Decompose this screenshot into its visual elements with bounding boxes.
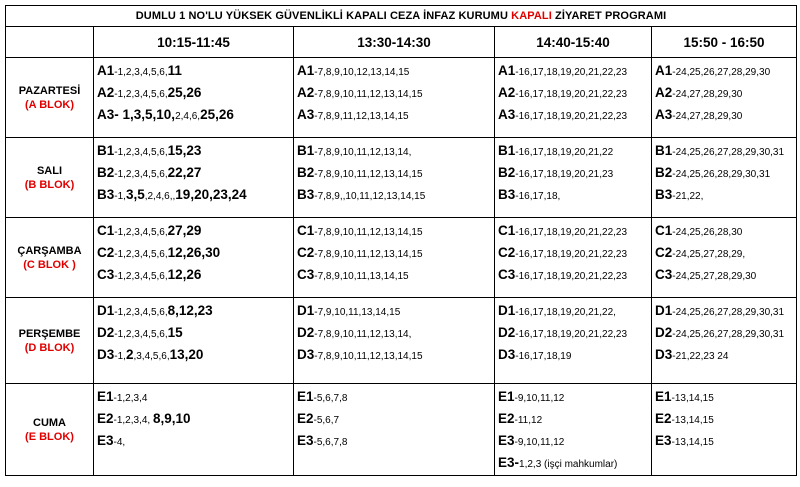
ward-numbers: -7,8,9,10,11,12,13,14,15: [314, 169, 423, 180]
ward-entry: [498, 163, 651, 185]
ward-entry: [498, 185, 651, 207]
slot-cell: [495, 218, 652, 298]
ward-numbers: -1,2,3,4,5,6,: [114, 307, 168, 318]
ward-numbers: -7,9,10,11,13,14,15: [314, 307, 401, 318]
ward-numbers: -5,6,7,8: [313, 437, 348, 448]
day-name: ÇARŞAMBA: [17, 244, 82, 257]
ward-numbers: -11,12: [514, 415, 543, 426]
ward-entry: [97, 345, 293, 367]
ward-entry: [655, 301, 796, 323]
ward-code: A3: [97, 107, 115, 122]
ward-code: C3: [655, 267, 673, 282]
ward-entry: [655, 387, 796, 409]
ward-entry: [498, 301, 651, 323]
ward-code: D2: [498, 325, 516, 340]
ward-numbers: -7,8,9,10,11,12,13,14,: [314, 147, 412, 158]
ward-code: A1: [97, 63, 115, 78]
ward-numbers: -1,2,3,4,5,6,: [114, 67, 168, 78]
ward-entry: [97, 301, 293, 323]
ward-numbers: -7,8,9,10,11,12,13,14,15: [314, 249, 423, 260]
ward-entry: [97, 163, 293, 185]
ward-entry: [655, 61, 796, 83]
time-slot-header: 14:40-15:40: [495, 27, 652, 58]
schedule-body: [6, 58, 797, 476]
ward-code: E3: [498, 433, 515, 448]
ward-numbers: -24,25,26,28,30: [672, 227, 743, 238]
ward-entry: [297, 301, 494, 323]
ward-numbers: -1,2,3,4,5,6,: [114, 89, 168, 100]
title-highlight: KAPALI: [511, 10, 552, 22]
ward-code: B3: [655, 187, 673, 202]
ward-code: E1: [655, 389, 672, 404]
ward-entry: [297, 243, 494, 265]
ward-code: C2: [97, 245, 115, 260]
ward-code: C1: [498, 223, 516, 238]
ward-code: A3: [297, 107, 315, 122]
ward-entry: [498, 141, 651, 163]
ward-code: C2: [655, 245, 673, 260]
title-prefix: DUMLU 1 NO'LU YÜKSEK GÜVENLİKLİ KAPALI CEZA İNFAZ KURUMU: [135, 10, 508, 22]
ward-entry: [297, 221, 494, 243]
ward-entry: [297, 105, 494, 127]
ward-numbers: -1,2,3,4,5,6,: [114, 249, 168, 260]
ward-code: B1: [498, 143, 516, 158]
slot-cell: [652, 384, 797, 476]
ward-entry: [655, 185, 796, 207]
ward-code: E3: [655, 433, 672, 448]
day-name: PAZARTESİ: [18, 84, 81, 97]
ward-numbers: -4,: [113, 437, 126, 448]
ward-numbers: -9,10,11,12: [514, 393, 565, 404]
day-name: CUMA: [33, 416, 66, 429]
ward-numbers: -5,6,7,8: [313, 393, 348, 404]
ward-entry: [498, 243, 651, 265]
time-slot-header: 13:30-14:30: [294, 27, 495, 58]
ward-code: C2: [297, 245, 315, 260]
slot-cell: [94, 298, 294, 384]
ward-entry: [655, 105, 796, 127]
ward-numbers: -13,14,15: [671, 415, 714, 426]
ward-code: A2: [97, 85, 115, 100]
ward-code: A3: [655, 107, 673, 122]
ward-entry: [655, 323, 796, 345]
ward-entry: [297, 163, 494, 185]
ward-entry: [297, 345, 494, 367]
ward-entry: [297, 83, 494, 105]
ward-numbers: -24,25,26,27,28,29,30,31: [672, 329, 785, 340]
slot-cell: [652, 298, 797, 384]
ward-numbers: -16,17,18,19,20,21,22,: [515, 307, 616, 318]
ward-entry: [655, 163, 796, 185]
ward-numbers: -7,8,9,10,11,13,14,15: [314, 271, 409, 282]
day-cell: [6, 58, 94, 138]
time-slot-header: 10:15-11:45: [94, 27, 294, 58]
ward-code: B3: [297, 187, 315, 202]
ward-code: A2: [297, 85, 315, 100]
ward-numbers: -16,17,18,19,20,21,22,23: [515, 329, 628, 340]
day-cell: [6, 298, 94, 384]
ward-numbers: -1,2,3,4: [113, 393, 148, 404]
highlighted-numbers: 25,26: [167, 85, 202, 100]
ward-code: A1: [655, 63, 673, 78]
slot-cell: [495, 58, 652, 138]
highlighted-numbers: 15: [167, 325, 183, 340]
schedule-row: [6, 384, 797, 476]
ward-numbers: -1,2,3,4,5,6,: [114, 227, 168, 238]
highlighted-numbers: 12,26,30: [167, 245, 221, 260]
ward-entry: [655, 409, 796, 431]
ward-numbers: -24,27,28,29,30: [672, 89, 743, 100]
ward-numbers: -16,17,18,19,20,21,22,23: [515, 67, 628, 78]
highlighted-numbers: 11: [167, 63, 182, 78]
ward-code: E2: [655, 411, 672, 426]
ward-code: B3: [498, 187, 516, 202]
ward-entry: [297, 141, 494, 163]
ward-entry: [498, 431, 651, 453]
slot-cell: [94, 58, 294, 138]
ward-numbers: -7,8,9,10,11,12,13,14,: [314, 329, 412, 340]
ward-entry: [97, 431, 293, 453]
ward-code: D2: [655, 325, 673, 340]
ward-numbers: -24,25,27,28,29,: [672, 249, 746, 260]
ward-entry: [498, 345, 651, 367]
ward-numbers: -24,25,27,28,29,30: [672, 271, 757, 282]
ward-numbers: -16,17,18,19,20,21,22,23: [515, 89, 628, 100]
slot-cell: [652, 138, 797, 218]
ward-entry: [498, 453, 651, 475]
slot-cell: [94, 138, 294, 218]
ward-entry: [97, 83, 293, 105]
ward-numbers: -21,22,: [672, 191, 704, 202]
ward-code: A1: [498, 63, 516, 78]
ward-numbers: -16,17,18,19,20,21,22: [515, 147, 614, 158]
ward-numbers: -24,25,26,27,28,29,30,31: [672, 147, 785, 158]
ward-code: E2: [97, 411, 114, 426]
highlighted-numbers: - 1,3,5,10,: [114, 107, 176, 122]
ward-numbers: -1,2,3,4,5,6,: [114, 147, 168, 158]
block-name: (B BLOK): [24, 178, 75, 191]
ward-numbers: -16,17,18,19,20,21,22,23: [515, 111, 628, 122]
ward-numbers: ,3,4,5,6,: [133, 351, 170, 362]
ward-code: B1: [97, 143, 115, 158]
ward-entry: [297, 61, 494, 83]
ward-entry: [97, 61, 293, 83]
ward-code: C1: [655, 223, 673, 238]
ward-numbers: -13,14,15: [671, 393, 714, 404]
ward-numbers: -1,: [114, 191, 126, 202]
ward-numbers: -1,2,3,4,5,6,: [114, 169, 168, 180]
time-slot-header: 15:50 - 16:50: [652, 27, 797, 58]
ward-numbers: -16,17,18,19,20,21,22,23: [515, 249, 628, 260]
block-name: (A BLOK): [24, 98, 75, 111]
ward-entry: [498, 409, 651, 431]
ward-numbers: -5,6,7: [313, 415, 340, 426]
ward-code: E1: [97, 389, 114, 404]
slot-cell: [294, 58, 495, 138]
visit-schedule-table: [5, 5, 797, 476]
ward-numbers: -16,17,18,19,20,21,23: [515, 169, 614, 180]
ward-code: D3: [97, 347, 115, 362]
highlighted-numbers: 2: [125, 347, 134, 362]
ward-numbers: -16,17,18,19,20,21,22,23: [515, 271, 628, 282]
ward-code: A3: [498, 107, 516, 122]
slot-cell: [495, 298, 652, 384]
ward-numbers: -7,8,9,10,11,12,13,14,15: [314, 227, 423, 238]
ward-code: D3: [498, 347, 516, 362]
ward-code: E2: [297, 411, 314, 426]
ward-code: B2: [498, 165, 516, 180]
ward-code: B1: [655, 143, 673, 158]
ward-code: A1: [297, 63, 315, 78]
schedule-row: [6, 138, 797, 218]
ward-numbers: -24,27,28,29,30: [672, 111, 743, 122]
ward-numbers: 1,2,3 (işçi mahkumlar): [519, 459, 618, 470]
ward-entry: [97, 323, 293, 345]
day-cell: [6, 138, 94, 218]
slot-cell: [94, 384, 294, 476]
ward-entry: [498, 265, 651, 287]
ward-code: B3: [97, 187, 115, 202]
ward-entry: [297, 409, 494, 431]
slot-cell: [294, 298, 495, 384]
ward-code: E3-: [498, 455, 520, 470]
ward-entry: [97, 141, 293, 163]
ward-numbers: -7,8,9,11,12,13,14,15: [314, 111, 409, 122]
ward-entry: [297, 185, 494, 207]
day-name: PERŞEMBE: [18, 327, 81, 340]
slot-cell: [652, 58, 797, 138]
slot-cell: [495, 138, 652, 218]
ward-numbers: -1,: [114, 351, 126, 362]
ward-code: C2: [498, 245, 516, 260]
ward-code: D1: [297, 303, 315, 318]
ward-code: D3: [655, 347, 673, 362]
ward-code: B2: [655, 165, 673, 180]
schedule-title: [6, 6, 797, 27]
slot-cell: [495, 384, 652, 476]
slot-cell: [294, 218, 495, 298]
highlighted-numbers: 8,9,10: [152, 411, 191, 426]
ward-numbers: -21,22,23 24: [672, 351, 729, 362]
slot-cell: [294, 384, 495, 476]
ward-code: C3: [498, 267, 516, 282]
ward-entry: [655, 265, 796, 287]
slot-cell: [652, 218, 797, 298]
ward-code: D1: [97, 303, 115, 318]
ward-numbers: -24,25,26,28,29,30,31: [672, 169, 771, 180]
ward-numbers: -1,2,3,4,5,6,: [114, 329, 168, 340]
ward-code: C3: [297, 267, 315, 282]
ward-code: B1: [297, 143, 315, 158]
schedule-row: [6, 218, 797, 298]
ward-numbers: -7,8,9,,10,11,12,13,14,15: [314, 191, 426, 202]
highlighted-numbers: 19,20,23,24: [175, 187, 247, 202]
ward-entry: [297, 323, 494, 345]
ward-entry: [297, 265, 494, 287]
ward-numbers: -24,25,26,27,28,29,30: [672, 67, 771, 78]
slot-cell: [294, 138, 495, 218]
ward-numbers: -7,8,9,10,11,12,13,14,15: [314, 89, 423, 100]
ward-entry: [655, 83, 796, 105]
day-cell: [6, 218, 94, 298]
ward-code: D2: [97, 325, 115, 340]
ward-code: D1: [655, 303, 673, 318]
highlighted-numbers: 12,26: [167, 267, 202, 282]
day-name: SALI: [36, 164, 63, 177]
block-name: (C BLOK ): [23, 258, 76, 271]
highlighted-numbers: 27,29: [167, 223, 202, 238]
ward-code: A2: [498, 85, 516, 100]
slot-cell: [94, 218, 294, 298]
ward-code: D2: [297, 325, 315, 340]
ward-entry: [655, 141, 796, 163]
ward-entry: [297, 431, 494, 453]
ward-entry: [498, 105, 651, 127]
block-name: (E BLOK): [25, 430, 74, 443]
ward-code: C1: [297, 223, 315, 238]
ward-entry: [498, 221, 651, 243]
ward-entry: [498, 323, 651, 345]
highlighted-numbers: 15,23: [167, 143, 202, 158]
ward-numbers: -16,17,18,19,20,21,22,23: [515, 227, 628, 238]
ward-entry: [655, 431, 796, 453]
ward-numbers: ,2,4,6,,: [144, 191, 176, 202]
ward-entry: [97, 409, 293, 431]
title-suffix: ZİYARET PROGRAMI: [555, 10, 667, 22]
day-cell: [6, 384, 94, 476]
ward-code: B2: [97, 165, 115, 180]
ward-entry: [97, 243, 293, 265]
ward-code: E2: [498, 411, 515, 426]
ward-code: A2: [655, 85, 673, 100]
ward-numbers: -1,2,3,4,5,6,: [114, 271, 168, 282]
ward-numbers: -24,25,26,27,28,29,30,31: [672, 307, 785, 318]
ward-entry: [97, 185, 293, 207]
highlighted-numbers: 13,20: [169, 347, 204, 362]
ward-code: E1: [297, 389, 314, 404]
ward-entry: [498, 83, 651, 105]
ward-entry: [97, 387, 293, 409]
highlighted-numbers: 25,26: [200, 107, 234, 122]
ward-entry: [97, 105, 293, 127]
ward-numbers: -1,2,3,4,: [113, 415, 153, 426]
ward-code: B2: [297, 165, 315, 180]
ward-code: D1: [498, 303, 516, 318]
corner-cell: [6, 27, 94, 58]
ward-entry: [297, 387, 494, 409]
ward-code: D3: [297, 347, 315, 362]
ward-entry: [498, 61, 651, 83]
schedule-row: [6, 298, 797, 384]
ward-entry: [655, 345, 796, 367]
ward-code: E1: [498, 389, 515, 404]
ward-entry: [97, 221, 293, 243]
ward-numbers: -13,14,15: [671, 437, 714, 448]
highlighted-numbers: 8,12,23: [167, 303, 213, 318]
ward-numbers: -16,17,18,19: [515, 351, 572, 362]
ward-code: E3: [297, 433, 314, 448]
ward-code: C3: [97, 267, 115, 282]
ward-numbers: -7,8,9,10,11,12,13,14,15: [314, 351, 423, 362]
schedule-row: [6, 58, 797, 138]
ward-entry: [655, 243, 796, 265]
highlighted-numbers: 3,5: [125, 187, 145, 202]
ward-entry: [498, 387, 651, 409]
ward-numbers: -7,8,9,10,12,13,14,15: [314, 67, 410, 78]
ward-numbers: -16,17,18,: [515, 191, 561, 202]
ward-code: E3: [97, 433, 114, 448]
ward-numbers: -9,10,11,12: [514, 437, 565, 448]
ward-entry: [97, 265, 293, 287]
highlighted-numbers: 22,27: [167, 165, 202, 180]
ward-numbers: 2,4,6,: [175, 111, 201, 122]
ward-code: C1: [97, 223, 115, 238]
block-name: (D BLOK): [24, 341, 75, 354]
ward-entry: [655, 221, 796, 243]
